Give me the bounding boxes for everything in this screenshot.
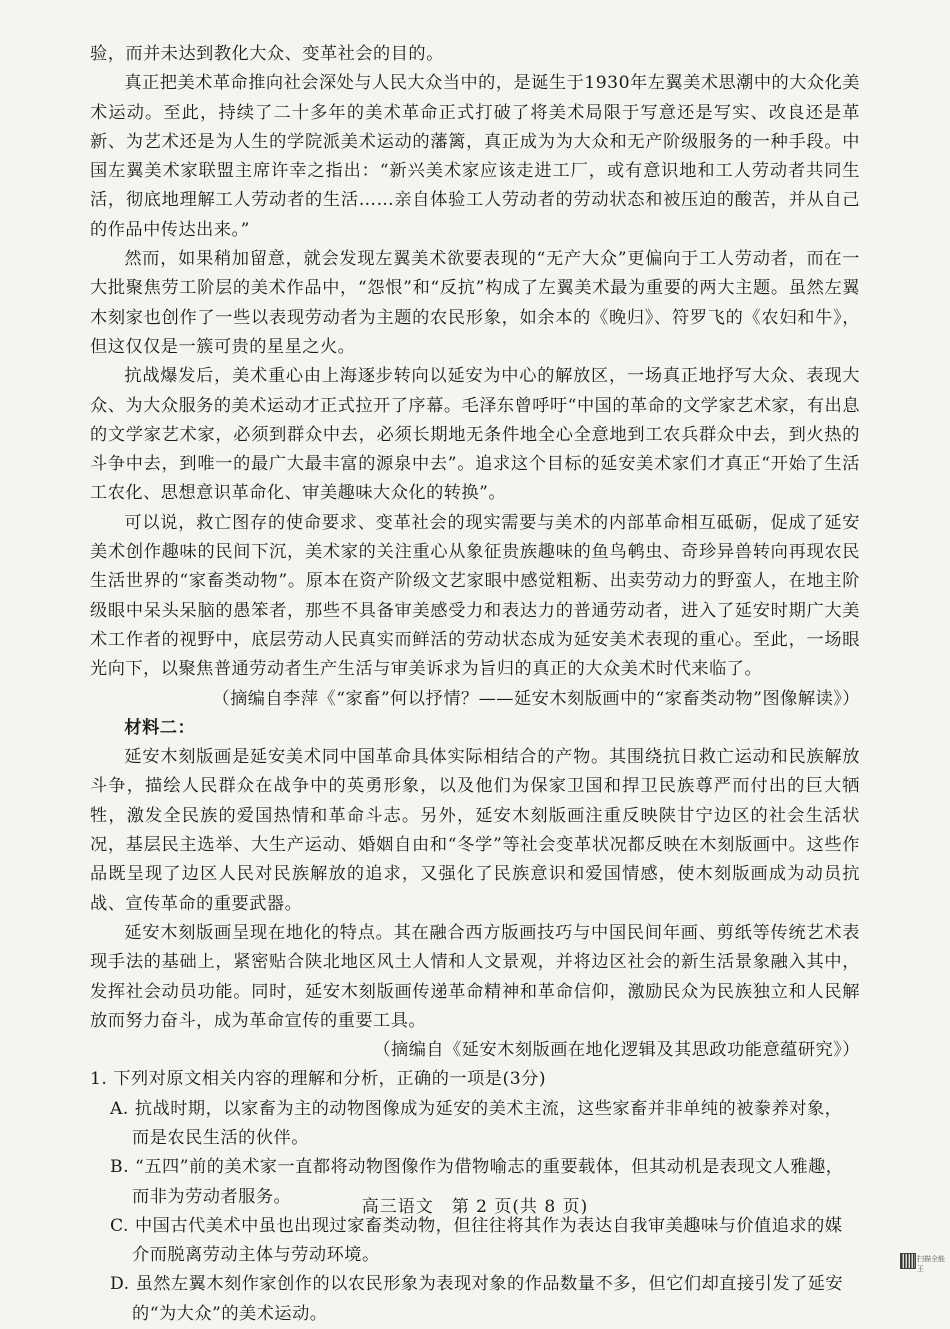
question-stem: 1. 下列对原文相关内容的理解和分析，正确的一项是(3分) xyxy=(90,1069,547,1090)
document-body xyxy=(90,40,860,1329)
paragraph: 抗战爆发后，美术重心由上海逐步转向以延安为中心的解放区，一场真正地抒写大众、表现大众、为大众服务的美术运动才正式拉开了序幕。毛泽东曾呼吁“中国的革命的文学家艺术家，有出息的文学家艺术家，必须到群众中去，必须长期地无条件地全心全意地到工农兵群众中去，到火热的斗争中去，到唯一的最广大最丰富的源泉中去”。追求这个目标的延安美术家们才真正“开始了生活工农化、思想意识革命化、审美趣味大众化的转换”。 xyxy=(90,366,860,504)
option-c: C. 中国古代美术中虽也出现过家畜类动物，但往往将其作为表达自我审美趣味与价值追求的媒介而脱离劳动主体与劳动环境。 xyxy=(110,1215,843,1266)
paragraph: 可以说，救亡图存的使命要求、变革社会的现实需要与美术的内部革命相互砥砺，促成了延安美术创作趣味的民间下沉，美术家的关注重心从象征贵族趣味的鱼鸟鹌虫、奇珍异兽转向再现农民生活世界的“家畜类动物”。原本在资产阶级文艺家眼中感觉粗粝、出卖劳动力的野蛮人，在地主阶级眼中呆头呆脑的愚笨者，那些不具备审美感受力和表达力的普通劳动者，进入了延安时期广大美术工作者的视野中，底层劳动人民真实而鲜活的劳动状态成为延安美术表现的重心。至此，一场眼光向下，以聚焦普通劳动者生产生活与审美诉求为旨归的真正的大众美术时代来临了。 xyxy=(90,512,860,680)
option-d: D. 虽然左翼木刻作家创作的以农民形象为表现对象的作品数量不多，但它们却直接引发了延安的“为大众”的美术运动。 xyxy=(110,1274,844,1324)
source-citation-2: （摘编自《延安木刻版画在地化逻辑及其思政功能意蕴研究》） xyxy=(373,1040,860,1061)
source-citation-1: （摘编自李萍《“家畜”何以抒情？——延安木刻版画中的“家畜类动物”图像解读》） xyxy=(212,688,860,709)
paragraph: 延安木刻版画是延安美术同中国革命具体实际相结合的产物。其围绕抗日救亡运动和民族解放斗争，描绘人民群众在战争中的英勇形象，以及他们为保家卫国和捍卫民族尊严而付出的巨大牺牲，激发全民族的爱国热情和革命斗志。另外，延安木刻版画注重反映陕甘宁边区的社会生活状况，基层民主选举、大生产运动、婚姻自由和“冬学”等社会变革状况都反映在木刻版画中。这些作品既呈现了边区人民对民族解放的追求，又强化了民族意识和爱国情感，使木刻版画成为动员抗战、宣传革命的重要武器。 xyxy=(90,747,860,914)
qr-code-icon xyxy=(900,1253,916,1269)
page-footer: 高三语文 第 2 页(共 8 页) xyxy=(361,1197,589,1217)
paragraph: 延安木刻版画呈现在地化的特点。其在融合西方版画技巧与中国民间年画、剪纸等传统艺术表现手法的基础上，紧密贴合陕北地区风土人情和人文景观，并将边区社会的新生活景象融入其中，发挥社会动员功能。同时，延安木刻版画传递革命精神和革命信仰，激励民众为民族独立和人民解放而努力奋斗，成为革命宣传的重要工具。 xyxy=(90,922,860,1031)
paragraph: 真正把美术革命推向社会深处与人民大众当中的，是诞生于1930年左翼美术思潮中的大众化美术运动。至此，持续了二十多年的美术革命正式打破了将美术局限于写意还是写实、改良还是革新、为艺术还是为人生的学院派美术运动的藩篱，真正成为为大众和无产阶级服务的一种手段。中国左翼美术家联盟主席许幸之指出：“新兴美术家应该走进工厂，或有意识地和工人劳动者共同生活，彻底地理解工人劳动者的生活……亲自体验工人劳动者的劳动状态和被压迫的酸苦，并从自己的作品中传达出来。” xyxy=(90,73,860,240)
option-b: B. “五四”前的美术家一直都将动物图像作为借物喻志的重要载体，但其动机是表现文人雅趣，而非为劳动者服务。 xyxy=(110,1157,844,1207)
option-a: A. 抗战时期，以家畜为主的动物图像成为延安的美术主流，这些家畜并非单纯的被豢养对象，而是农民生活的伙伴。 xyxy=(110,1098,843,1148)
paragraph: 然而，如果稍加留意，就会发现左翼美术欲要表现的“无产大众”更偏向于工人劳动者，而在一大批聚焦劳工阶层的美术作品中，“怨恨”和“反抗”构成了左翼美术最为重要的两大主题。虽然左翼木刻家也创作了一些以表现劳动者为主题的农民形象，如余本的《晚归》、符罗飞的《农妇和牛》，但这仅仅是一簇可贵的星星之火。 xyxy=(90,249,860,357)
material-2-heading: 材料二： xyxy=(124,717,196,738)
scanner-watermark: 扫描全能王 xyxy=(917,1255,945,1273)
paragraph-continuation: 验，而并未达到教化大众、变革社会的目的。 xyxy=(90,44,444,64)
